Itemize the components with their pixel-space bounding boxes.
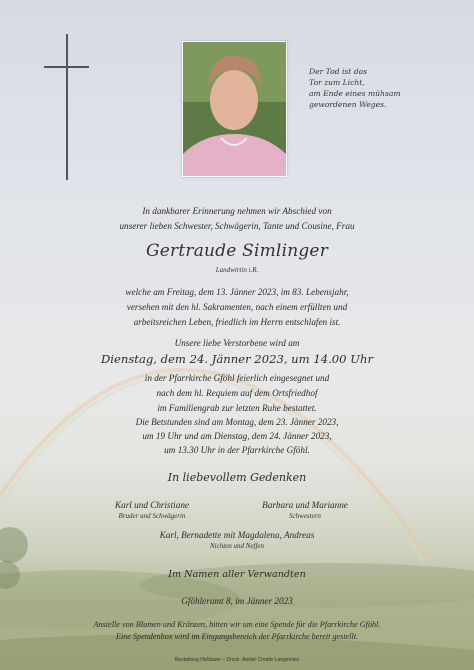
funeral-date: Dienstag, dem 24. Jänner 2023, um 14.00 Uhr	[101, 352, 373, 366]
deceased-name: Gertraude Simlinger	[145, 241, 329, 261]
relatives-line: Im Namen aller Verwandten	[168, 569, 306, 580]
mourner-group	[0, 530, 474, 550]
funeral-text-line: nach dem hl. Requiem auf dem Ortsfriedhof	[156, 388, 318, 398]
credits: Bestattung Haßlauer – Druck: Atelier Creativ Langenlois	[175, 657, 299, 663]
mourner-relation: Nichten und Neffen	[209, 542, 265, 550]
quote-line: am Ende eines mühsam	[309, 89, 401, 98]
footer-line: Eine Spendenbox wird im Eingangsbereich der Pfarrkirche bereit gestellt.	[115, 632, 359, 641]
prayer-text-line: Die Betstunden sind am Montag, dem 23. Jänner 2023,	[135, 417, 339, 427]
death-notice-line: welche am Freitag, dem 13. Jänner 2023, im 83. Lebensjahr,	[125, 287, 349, 297]
intro-line: unserer lieben Schwester, Schwägerin, Tante und Cousine, Frau	[119, 221, 355, 231]
mourner-names: Karl, Bernadette mit Magdalena, Andreas	[159, 530, 315, 540]
funeral-text-line: in der Pfarrkirche Gföhl feierlich eingesegnet und	[144, 373, 330, 383]
mourner-group	[235, 500, 375, 520]
quote-line: gewordenen Weges.	[309, 100, 387, 109]
prayer-text-line: um 13.30 Uhr in der Pfarrkirche Gföhl.	[164, 445, 310, 455]
mourner-relation: Bruder und Schwägerin	[118, 512, 186, 520]
mourner-group	[97, 500, 207, 520]
death-notice-line: versehen mit den hl. Sakramenten, nach einem erfüllten und	[126, 302, 348, 312]
portrait-photo	[182, 41, 287, 177]
cross-symbol	[66, 34, 68, 180]
footer-line: Anstelle von Blumen und Kränzen, bitten wir um eine Spende für die Pfarrkirche Gföhl.	[93, 620, 381, 629]
quote-text	[309, 66, 449, 110]
intro-line: In dankbarer Erinnerung nehmen wir Abschied von	[142, 206, 332, 216]
memorial-heading: In liebevollem Gedenken	[167, 471, 307, 484]
cross-symbol-bar	[44, 66, 89, 68]
prayer-text-line: um 19 Uhr und am Dienstag, dem 24. Jänner 2023,	[142, 431, 332, 441]
deceased-title: Landwirtin i.R.	[215, 266, 259, 274]
quote-line: Der Tod ist das	[309, 67, 368, 76]
mourner-names: Barbara und Marianne	[262, 500, 348, 510]
quote-line: Tor zum Licht,	[309, 78, 365, 87]
death-notice-line: arbeitsreichen Leben, friedlich im Herrn entschlafen ist.	[133, 317, 341, 327]
mourner-relation: Schwestern	[289, 512, 321, 520]
funeral-text-line: im Familiengrab zur letzten Ruhe bestattet.	[157, 403, 317, 413]
place-date: Gföhleramt 8, im Jänner 2023	[181, 596, 293, 606]
funeral-intro: Unsere liebe Verstorbene wird am	[174, 338, 300, 348]
mourner-names: Karl und Christiane	[114, 500, 190, 510]
